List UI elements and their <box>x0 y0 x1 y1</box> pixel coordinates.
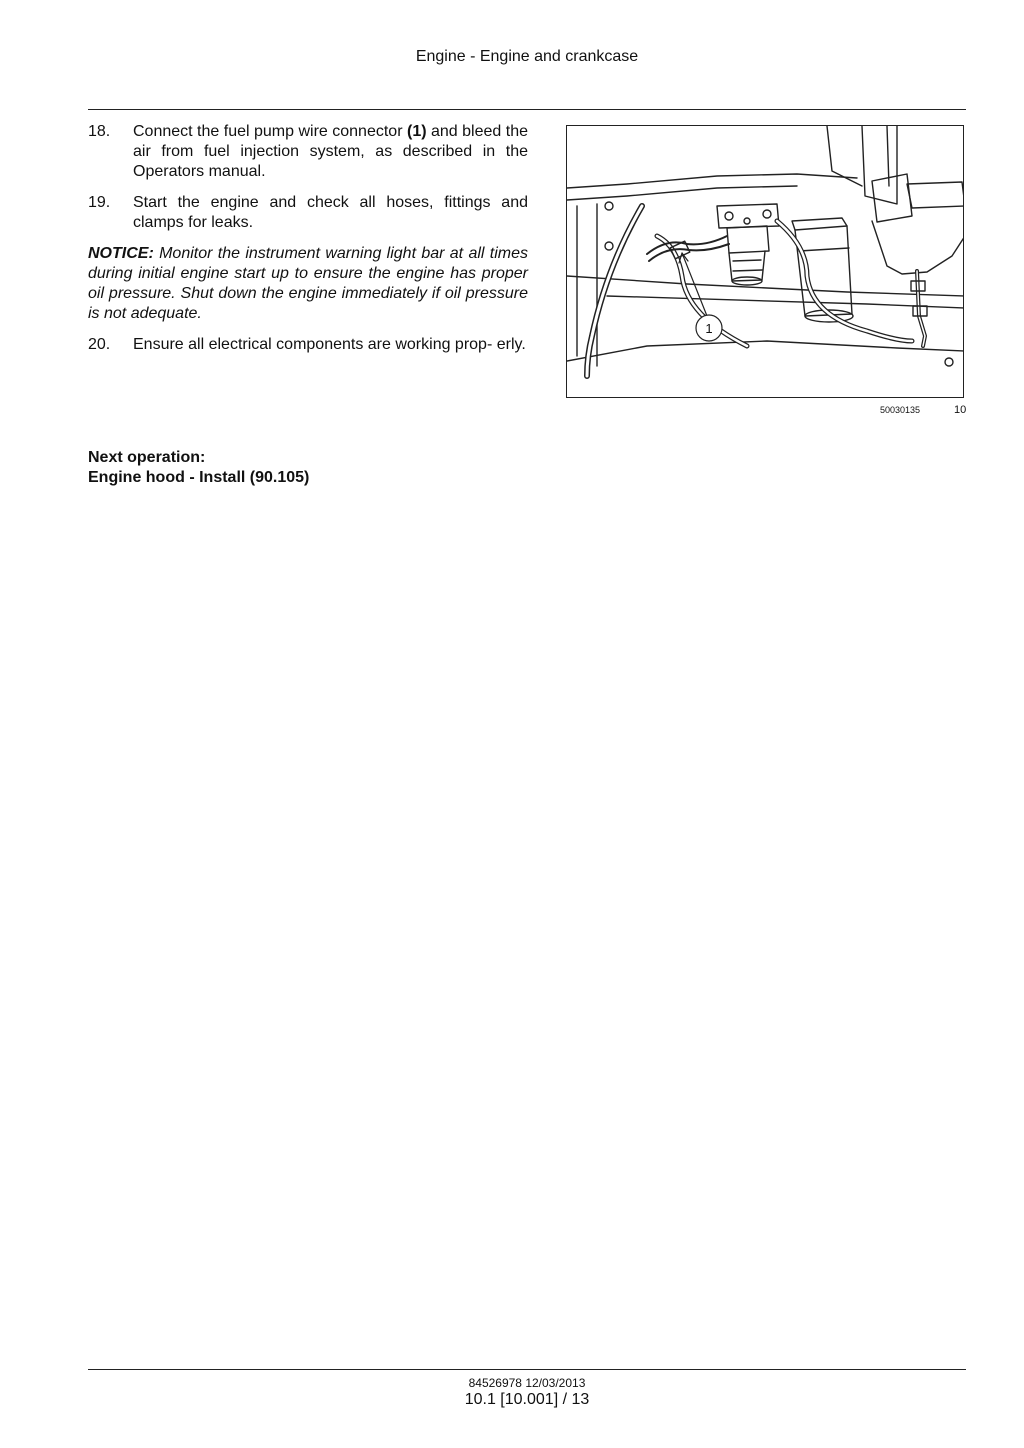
step-number: 19. <box>88 194 111 211</box>
header-rule <box>88 109 966 110</box>
next-operation <box>88 448 309 488</box>
notice-paragraph <box>88 244 528 324</box>
notice-text: Monitor the instrument warning light bar at all times during initial engine start up to ensure the engine has proper oil pressure. Shut down the engine immediately if oil pressure is not adequate. <box>88 245 528 322</box>
engine-line-drawing <box>567 126 964 398</box>
step-text: Ensure all electrical components are working prop- erly. <box>133 336 526 353</box>
notice-label: NOTICE: <box>88 245 154 262</box>
page-number: 10.1 [10.001] / 13 <box>464 1391 590 1408</box>
callout-number: 1 <box>705 321 713 336</box>
next-operation-label: Next operation: <box>88 449 206 466</box>
step-20 <box>88 335 528 355</box>
callout-reference: (1) <box>406 123 427 140</box>
step-text <box>133 122 528 182</box>
fuel-filter-illustration <box>566 125 964 398</box>
figure-number: 10 <box>954 404 967 416</box>
footer-rule <box>88 1369 966 1370</box>
step-text-part: and bleed the air from fuel injection system, as described in the Operators manual. <box>133 123 528 180</box>
step-number: 18. <box>88 123 111 140</box>
next-operation-link[interactable]: Engine hood - Install (90.105) <box>88 469 310 486</box>
figure-image-id: 50030135 <box>880 405 921 415</box>
step-text: Start the engine and check all hoses, fittings and clamps for leaks. <box>133 194 528 231</box>
procedure-steps <box>88 122 528 366</box>
page-header-title: Engine - Engine and crankcase <box>415 48 639 65</box>
step-18 <box>88 122 528 182</box>
step-text-part: Connect the fuel pump wire connector <box>133 123 407 140</box>
document-reference: 84526978 12/03/2013 <box>468 1376 586 1390</box>
step-number: 20. <box>88 336 111 353</box>
step-19 <box>88 193 528 233</box>
